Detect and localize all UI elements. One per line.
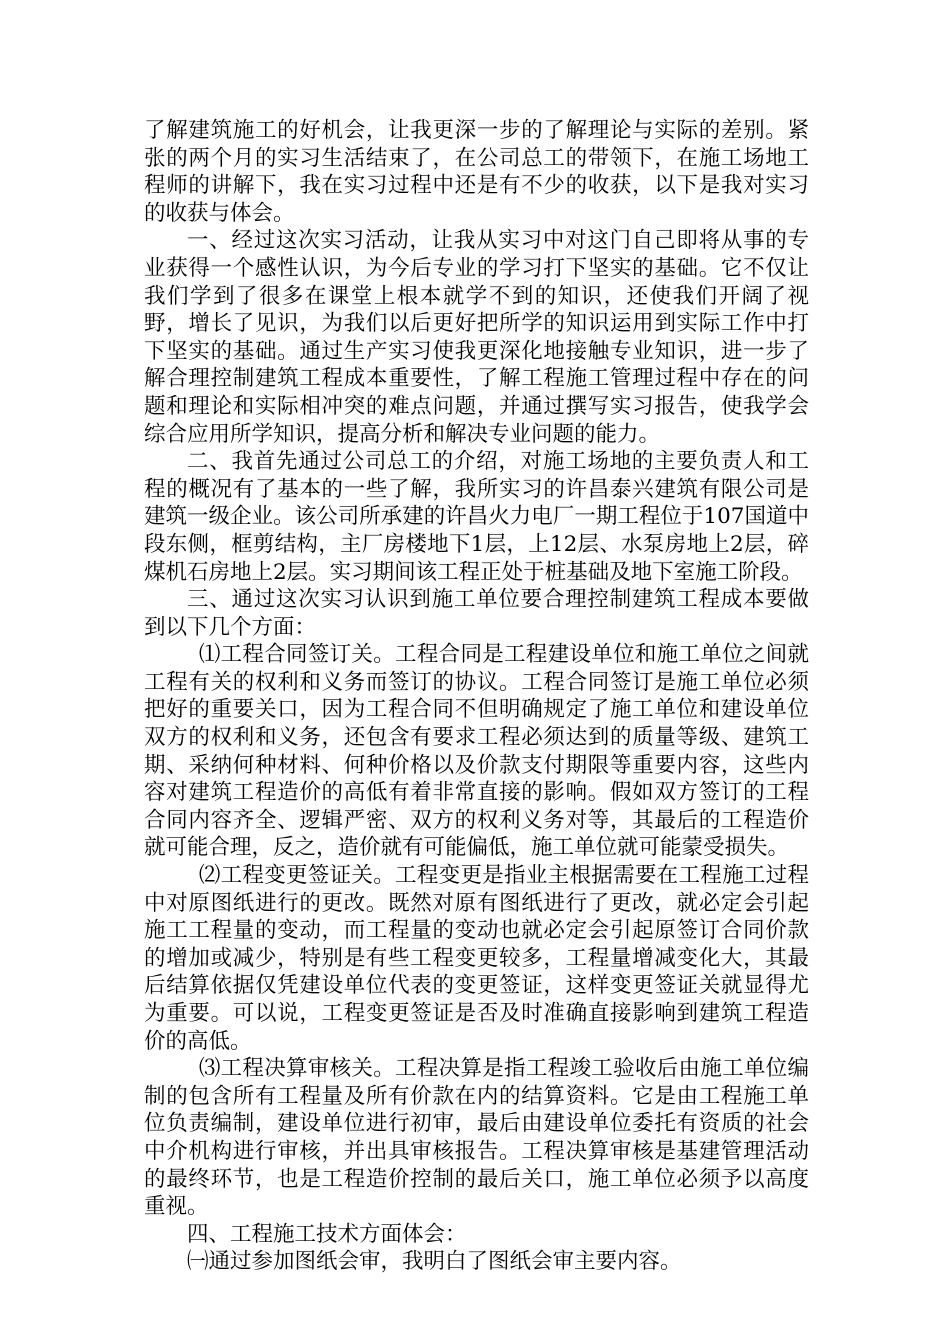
paragraph-item-contract: ⑴工程合同签订关。工程合同是工程建设单位和施工单位之间就工程有关的权利和义务而签订的协议。工程合同签订是施工单位必须把好的重要关口，因为工程合同不但明确规定了施工单位和建设单位双方的权利和义务，还包含有要求工程必须达到的质量等级、建筑工期、采纳何种材料、何种价格以及价款支付期限等重要内容，这些内容对建筑工程造价的高低有着非常直接的影响。假如双方签订的工程合同内容齐全、逻辑严密、双方的权利义务对等，其最后的工程造价就可能合理，反之，造价就有可能偏低，施工单位就可能蒙受损失。 xyxy=(144,642,809,861)
paragraph-section-4: 四、工程施工技术方面体会： xyxy=(187,1221,467,1247)
paragraph-section-1: 一、经过这次实习活动，让我从实习中对这门自己即将从事的专业获得一个感性认识，为今后专业的学习打下坚实的基础。它不仅让我们学到了很多在课堂上根本就学不到的知识，还使我们开阔了视野，增长了见识，为我们以后更好把所学的知识运用到实际工作中打下坚实的基础。通过生产实习使我更深化地接触专业知识，进一步了解合理控制建筑工程成本重要性，了解工程施工管理过程中存在的问题和理论和实际相冲突的难点问题，并通过撰写实习报告，使我学会综合应用所学知识，提高分析和解决专业问题的能力。 xyxy=(144,228,809,447)
document-page xyxy=(144,117,809,1276)
paragraph-section-2: 二、我首先通过公司总工的介绍，对施工场地的主要负责人和工程的概况有了基本的一些了解，我所实习的许昌泰兴建筑有限公司是建筑一级企业。该公司所承建的许昌火力电厂一期工程位于107国道中段东侧，框剪结构，主厂房楼地下1层，上12层、水泵房地上2层，碎煤机石房地上2层。实习期间该工程正处于桩基础及地下室施工阶段。 xyxy=(144,449,810,585)
paragraph-item-settlement: ⑶工程决算审核关。工程决算是指工程竣工验收后由施工单位编制的包含所有工程量及所有价款在内的结算资料。它是由工程施工单位负责编制，建设单位进行初审，最后由建设单位委托有资质的社会中介机构进行审核，并出具审核报告。工程决算审核是基建管理活动的最终环节，也是工程造价控制的最后关口，施工单位必须予以高度重视。 xyxy=(144,1056,809,1220)
paragraph-subitem-1: ㈠通过参加图纸会审，我明白了图纸会审主要内容。 xyxy=(187,1249,682,1275)
paragraph-section-3: 三、通过这次实习认识到施工单位要合理控制建筑工程成本要做到以下几个方面： xyxy=(144,587,809,640)
paragraph-item-change: ⑵工程变更签证关。工程变更是指业主根据需要在工程施工过程中对原图纸进行的更改。既然对原有图纸进行了更改，就必定会引起施工工程量的变动，而工程量的变动也就必定会引起原签订合同价款的增加或减少，特别是有些工程变更较多，工程量增减变化大，其最后结算依据仅凭建设单位代表的变更签证，这样变更签证关就显得尤为重要。可以说，工程变更签证是否及时准确直接影响到建筑工程造价的高低。 xyxy=(144,863,809,1054)
paragraph-intro: 了解建筑施工的好机会，让我更深一步的了解理论与实际的差别。紧张的两个月的实习生活结束了，在公司总工的带领下，在施工场地工程师的讲解下，我在实习过程中还是有不少的收获，以下是我对实习的收获与体会。 xyxy=(144,118,809,226)
